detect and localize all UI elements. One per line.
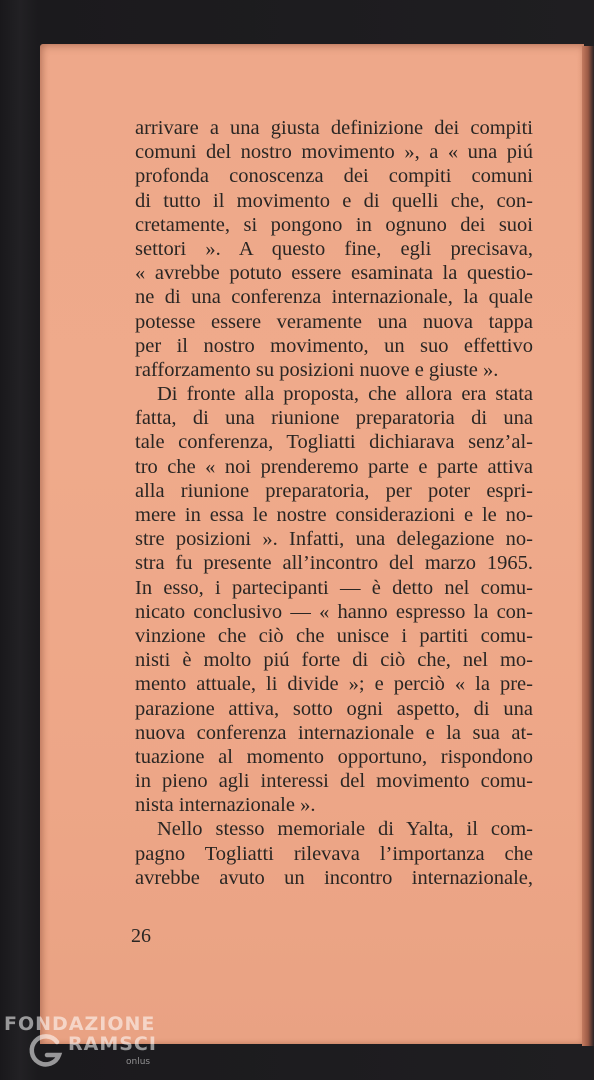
- text-line: nicato conclusivo — « hanno espresso la con-: [135, 600, 533, 623]
- text-line: di tutto il movimento e di quelli che, con-: [135, 189, 533, 212]
- text-line: potesse essere veramente una nuova tappa: [135, 310, 533, 333]
- text-line: Di fronte alla proposta, che allora era stata: [157, 383, 533, 406]
- text-line: stra fu presente all’incontro del marzo 1965.: [135, 552, 533, 575]
- text-line: stre posizioni ». Infatti, una delegazione no-: [135, 528, 533, 551]
- watermark-suffix: onlus: [126, 1057, 151, 1067]
- text-line: Nello stesso memoriale di Yalta, il com-: [157, 818, 533, 841]
- text-line: vinzione che ciò che unisce i partiti comu-: [135, 624, 533, 647]
- g-logo-icon: [28, 1033, 64, 1069]
- text-line: nuova conferenza internazionale e la sua at-: [135, 721, 533, 744]
- text-line: mento attuale, li divide »; e perciò « la pre-: [135, 673, 533, 696]
- text-line: settori ». A questo fine, egli precisava,: [135, 237, 533, 260]
- watermark-line2: RAMSCI: [68, 1033, 157, 1055]
- text-line: arrivare a una giusta definizione dei compiti: [135, 117, 533, 139]
- page-number: 26: [131, 925, 151, 947]
- text-line: parazione attiva, sotto ogni aspetto, di una: [135, 697, 533, 720]
- text-line: per il nostro movimento, un suo effettivo: [135, 334, 533, 357]
- text-line: rafforzamento su posizioni nuove e giuste ».: [135, 358, 499, 381]
- text-line: comuni del nostro movimento », a « una piú: [135, 141, 533, 164]
- text-line: In esso, i partecipanti — è detto nel comu-: [135, 576, 533, 599]
- text-line: nisti è molto piú forte di ciò che, nel mo-: [135, 649, 533, 672]
- text-line: tuazione al momento opportuno, rispondono: [135, 745, 533, 768]
- text-line: tale conferenza, Togliatti dichiarava senz’al-: [135, 431, 533, 454]
- text-line: tro che « noi prenderemo parte e parte attiva: [135, 455, 533, 478]
- watermark-line1: FONDAZIONE: [4, 1013, 156, 1035]
- text-line: alla riunione preparatoria, per poter espri-: [135, 479, 533, 502]
- text-line: fatta, di una riunione preparatoria di una: [135, 407, 533, 430]
- text-line: profonda conoscenza dei compiti comuni: [135, 165, 533, 188]
- text-line: « avrebbe potuto essere esaminata la questio-: [135, 262, 533, 285]
- watermark-logo: [4, 1013, 164, 1075]
- text-line: nista internazionale ».: [135, 794, 316, 817]
- body-text: [135, 116, 533, 890]
- text-line: ne di una conferenza internazionale, la quale: [135, 286, 533, 309]
- text-line: pagno Togliatti rilevava l’importanza che: [135, 842, 533, 865]
- text-line: cretamente, si pongono in ognuno dei suoi: [135, 213, 533, 236]
- page-edge: [582, 46, 594, 1046]
- text-line: mere in essa le nostre considerazioni e le no-: [135, 504, 533, 526]
- text-line: avrebbe avuto un incontro internazionale,: [135, 866, 533, 889]
- text-line: in pieno agli interessi del movimento comu-: [135, 770, 533, 793]
